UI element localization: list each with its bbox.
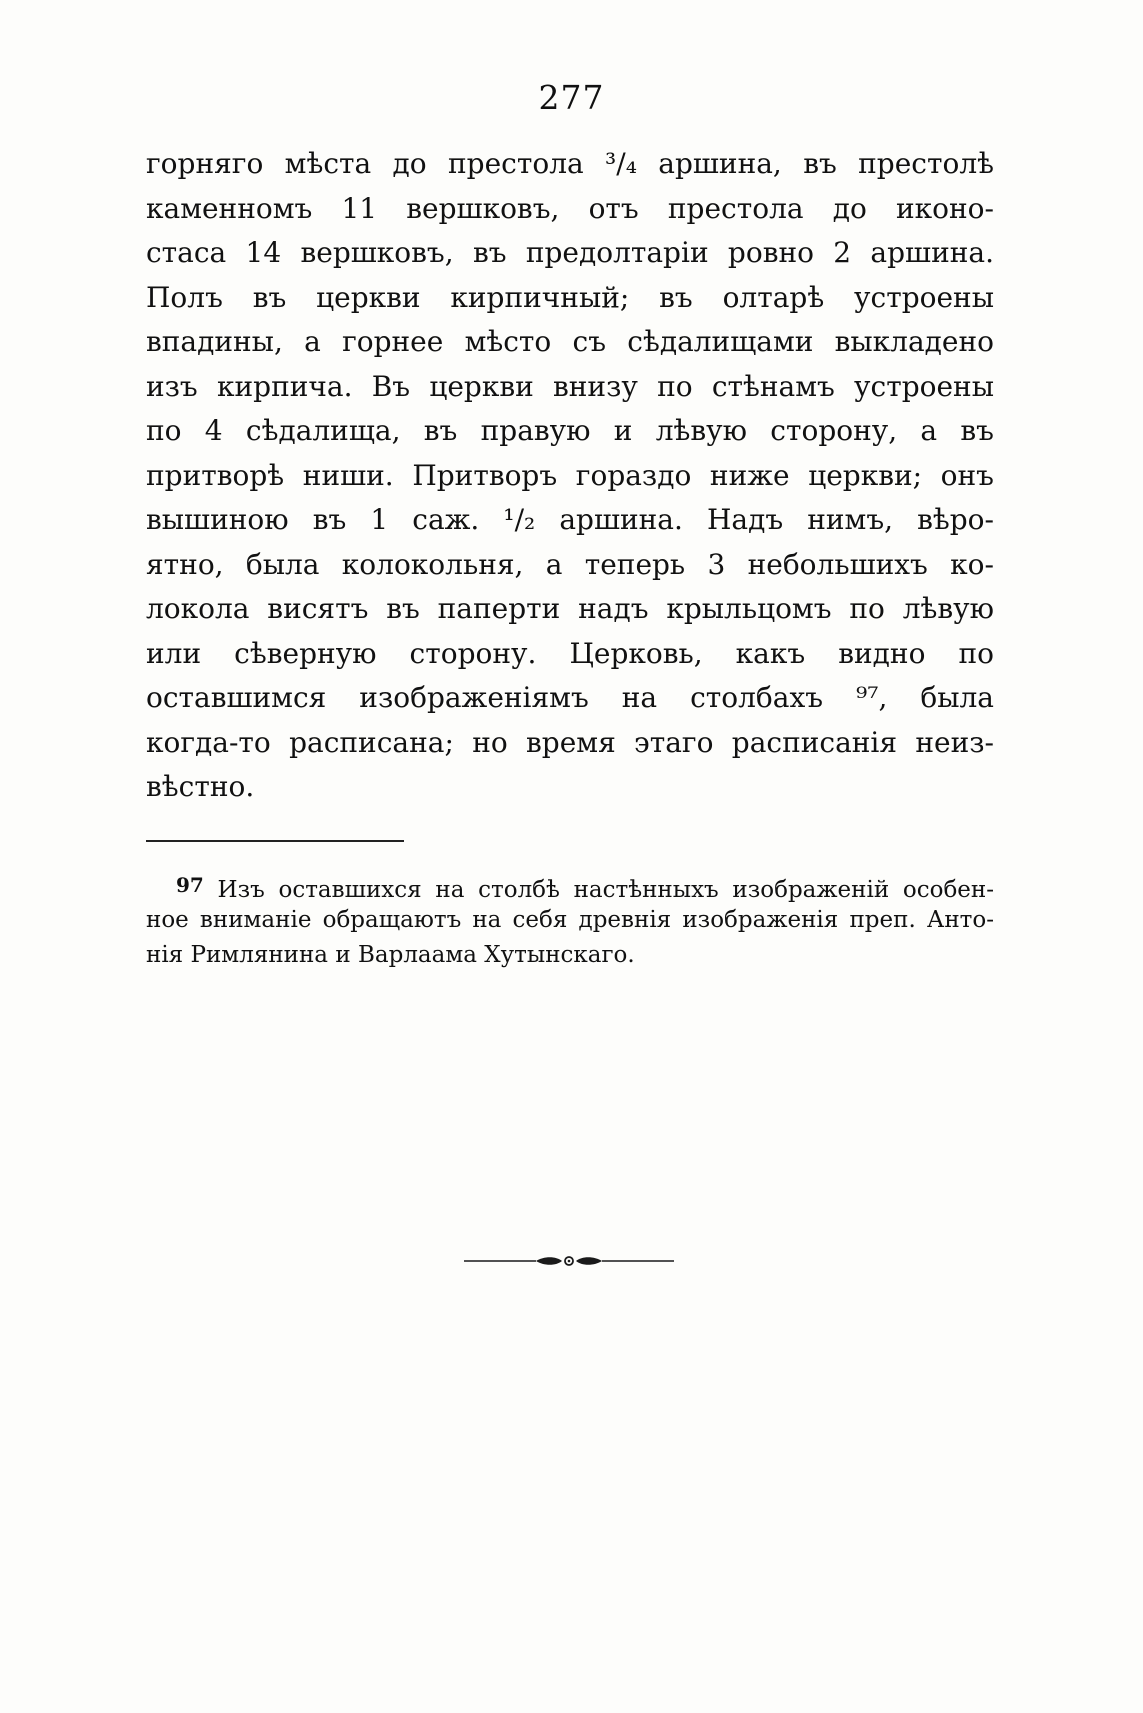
footnote-text: Изъ оставшихся на столбѣ настѣнныхъ изображеній особен- [217, 877, 994, 903]
body-line: локола висятъ въ паперти надъ крыльцомъ по лѣвую [146, 592, 994, 625]
body-line: каменномъ 11 вершковъ, отъ престола до иконо- [146, 191, 994, 225]
body-line: впадины, а горнее мѣсто съ сѣдалищами выкладено [146, 325, 994, 358]
body-line: оставшимся изображеніямъ на столбахъ ⁹⁷, была [146, 681, 994, 714]
footnote-line: ное вниманіе обращаютъ на себя древнія изображенія преп. Анто- [146, 907, 994, 933]
body-line: вѣстно. [146, 770, 255, 803]
footnote-line: нія Римлянина и Варлаама Хутынскаго. [146, 942, 635, 968]
footnote [146, 868, 994, 973]
body-line: ятно, была колокольня, а теперь 3 небольшихъ ко- [146, 547, 994, 581]
body-line: когда-то расписана; но время этаго расписанія неиз- [146, 725, 994, 759]
body-text [146, 142, 994, 810]
body-line: Полъ въ церкви кирпичный; въ олтарѣ устроены [146, 280, 994, 314]
tailpiece-ornament-icon [464, 1252, 674, 1270]
footnote-separator [146, 840, 404, 842]
footnote-line [146, 868, 994, 903]
body-line: горняго мѣста до престола ³/₄ аршина, въ престолѣ [146, 147, 994, 180]
page-number: 277 [538, 78, 605, 117]
body-line: притворѣ ниши. Притворъ гораздо ниже церкви; онъ [146, 458, 994, 492]
body-line: изъ кирпича. Въ церкви внизу по стѣнамъ устроены [146, 369, 994, 403]
body-line: вышиною въ 1 саж. ¹/₂ аршина. Надъ нимъ, вѣро- [146, 503, 994, 536]
body-line: по 4 сѣдалища, въ правую и лѣвую сторону, а въ [146, 414, 994, 447]
body-line: или сѣверную сторону. Церковь, какъ видно по [146, 636, 994, 670]
body-line: стаса 14 вершковъ, въ предолтаріи ровно 2 аршина. [146, 236, 994, 269]
footnote-marker: 97 [176, 873, 204, 897]
